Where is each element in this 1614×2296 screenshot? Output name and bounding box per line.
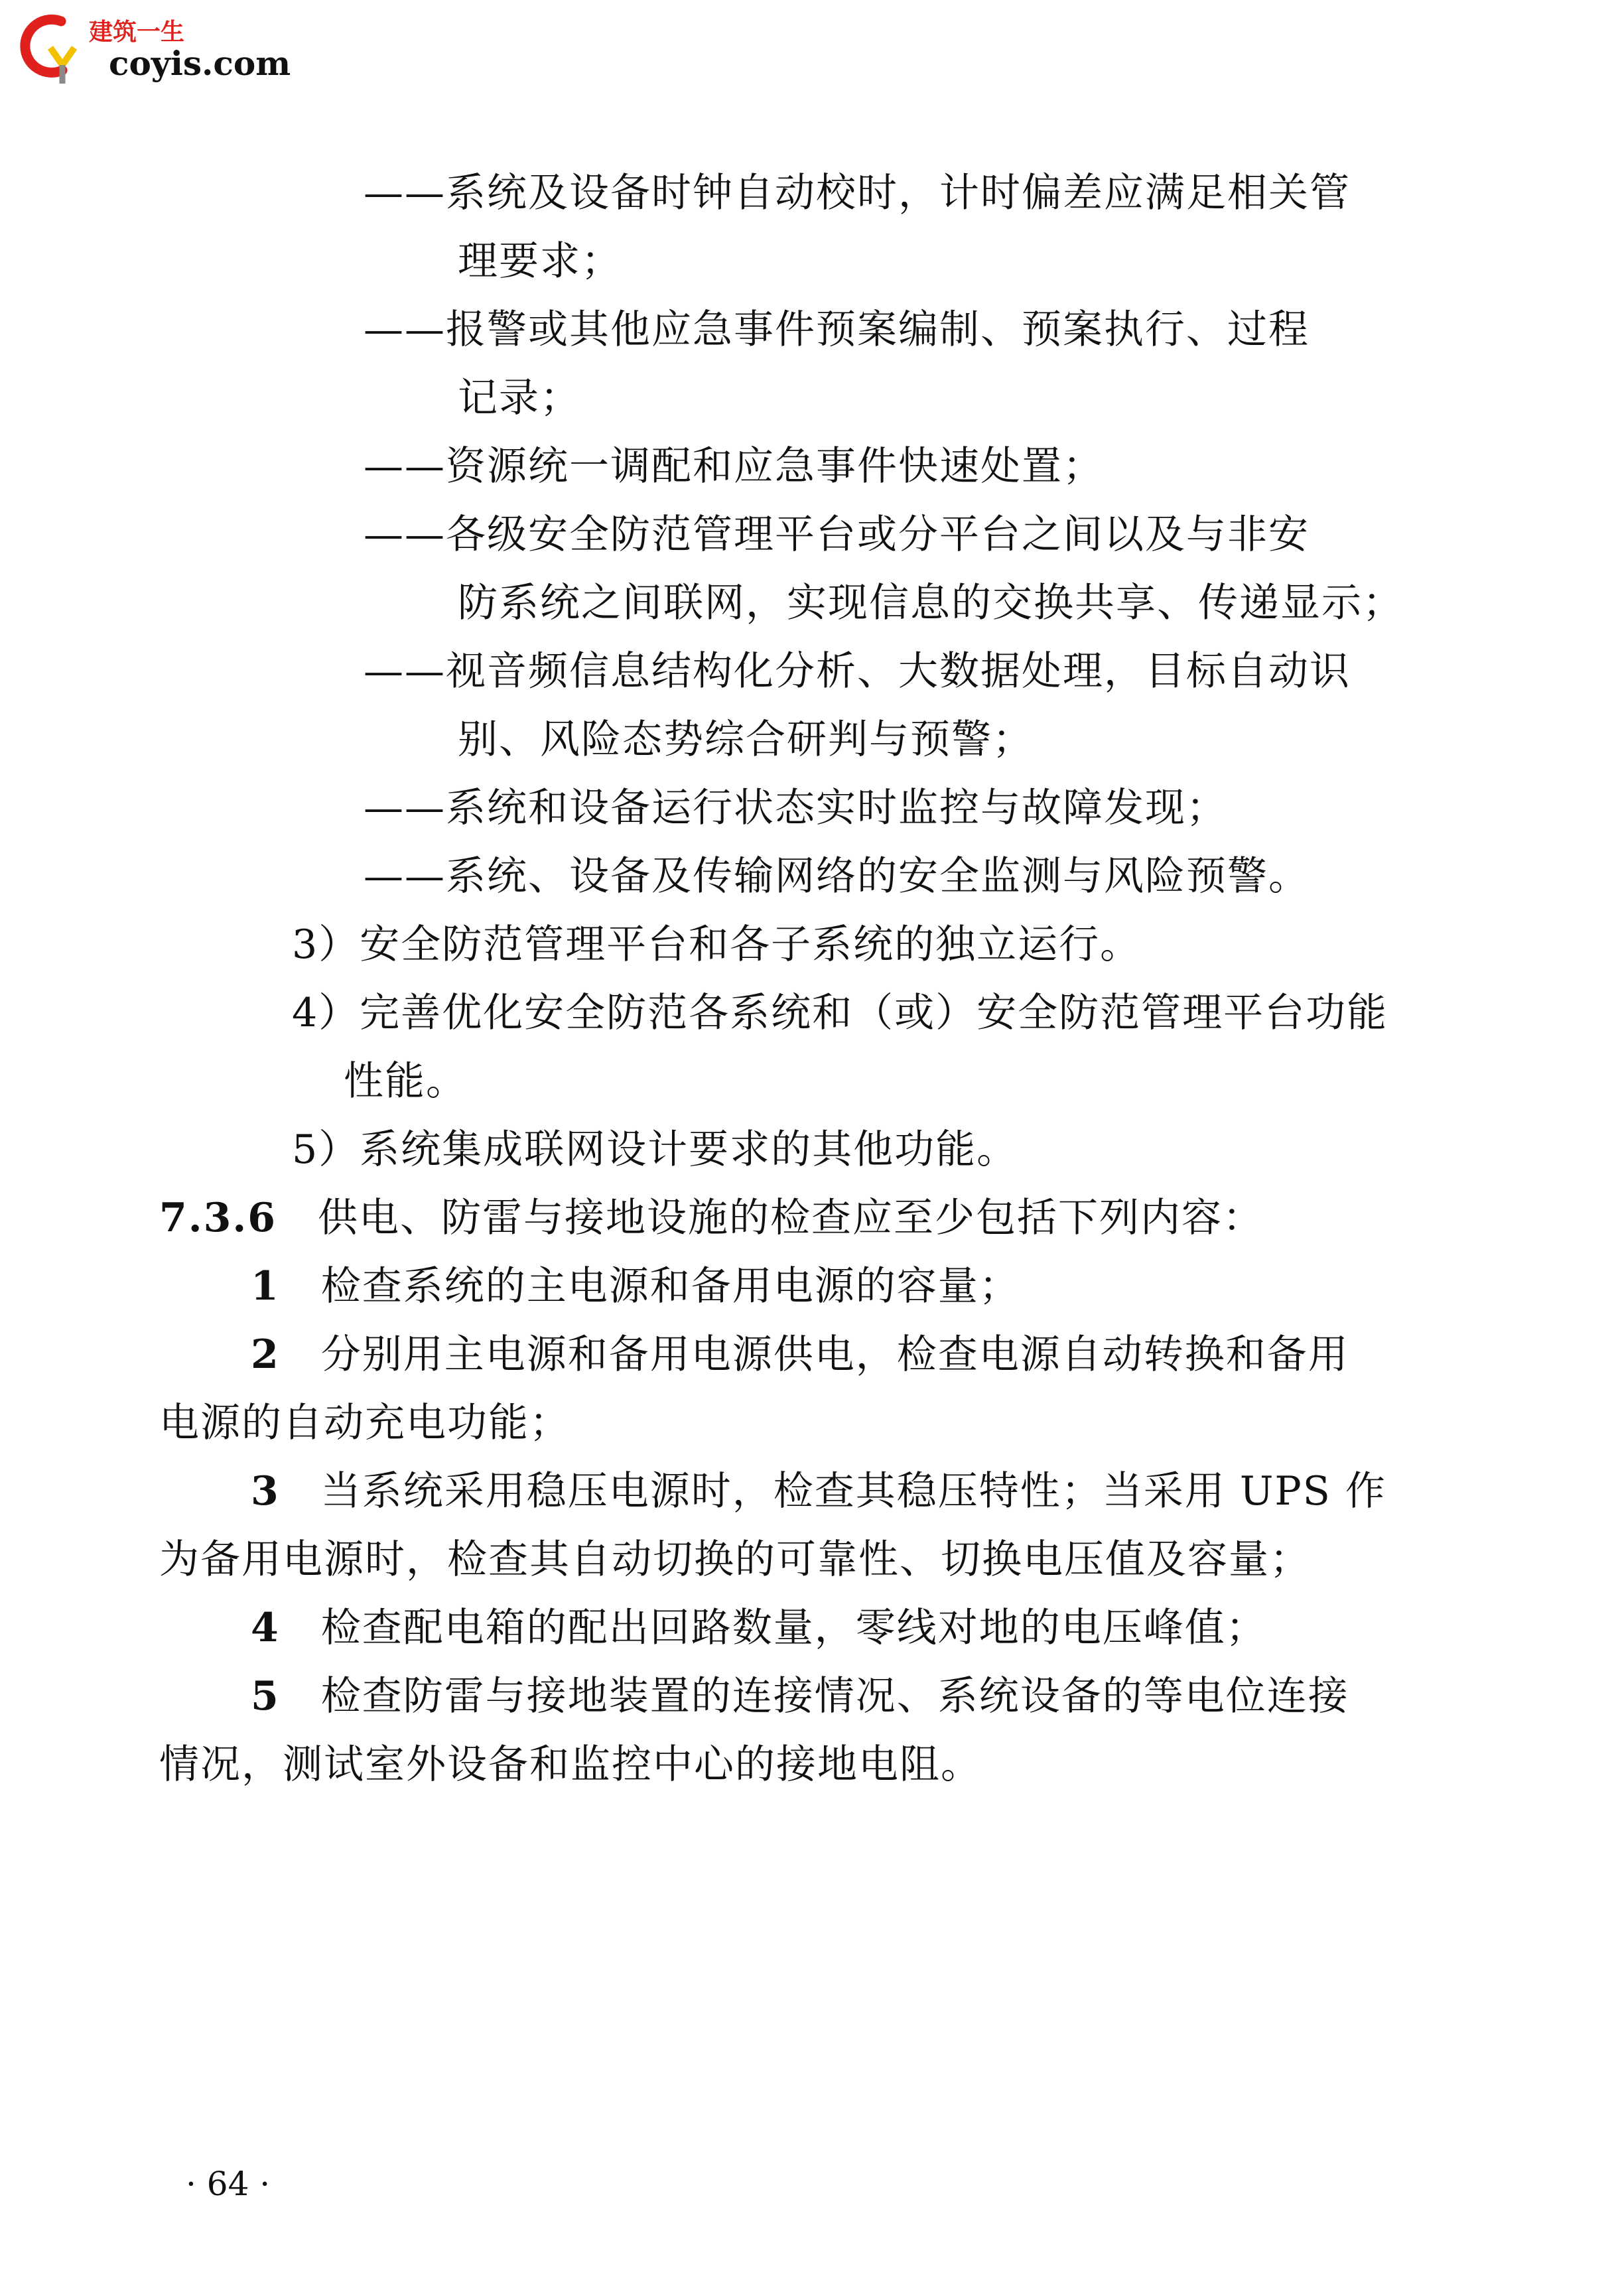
sub-item-4: 4）完善优化安全防范各系统和（或）安全防范管理平台功能	[292, 990, 1388, 1036]
page-number: · 64 ·	[186, 2165, 271, 2203]
sub-item-5: 5）系统集成联网设计要求的其他功能。	[292, 1126, 1018, 1173]
clause-3-cont: 为备用电源时，检查其自动切换的可靠性、切换电压值及容量；	[159, 1536, 1311, 1583]
clause-text: 分别用主电源和备用电源供电，检查电源自动转换和备用	[320, 1331, 1349, 1378]
watermark-logo	[9, 9, 291, 89]
sub-item-3: 3）安全防范管理平台和各子系统的独立运行。	[292, 921, 1142, 968]
clause-number: 1	[251, 1263, 280, 1310]
dash-item-status-monitor: ——系统和设备运行状态实时监控与故障发现；	[364, 785, 1227, 831]
clause-4	[251, 1604, 1267, 1652]
dash-item-video-analysis: ——视音频信息结构化分析、大数据处理，目标自动识	[364, 648, 1351, 695]
clause-number: 4	[251, 1605, 280, 1651]
dash-item-clock-sync-cont: 理要求；	[458, 238, 622, 285]
clause-text: 检查系统的主电源和备用电源的容量；	[320, 1263, 1020, 1310]
dash-item-video-analysis-cont: 别、风险态势综合研判与预警；	[458, 716, 1034, 763]
clause-2-cont: 电源的自动充电功能；	[159, 1400, 571, 1446]
dash-item-resource-dispatch: ——资源统一调配和应急事件快速处置；	[364, 443, 1104, 490]
section-number: 7.3.6	[159, 1195, 277, 1241]
clause-number: 5	[251, 1673, 280, 1720]
dash-item-platform-network-cont: 防系统之间联网，实现信息的交换共享、传递显示；	[458, 580, 1404, 626]
clause-text: 检查配电箱的配出回路数量，零线对地的电压峰值；	[320, 1605, 1267, 1651]
watermark-site-en: coyis.com	[109, 44, 291, 83]
dash-item-alarm-plan: ——报警或其他应急事件预案编制、预案执行、过程	[364, 306, 1310, 353]
clause-text: 当系统采用稳压电源时，检查其稳压特性；当采用 UPS 作	[320, 1468, 1386, 1515]
section-text: 供电、防雷与接地设施的检查应至少包括下列内容：	[318, 1195, 1264, 1241]
clause-3	[251, 1467, 1386, 1515]
clause-1	[251, 1262, 1020, 1310]
clause-number: 3	[251, 1468, 280, 1515]
clause-number: 2	[251, 1331, 280, 1378]
dash-item-network-security: ——系统、设备及传输网络的安全监测与风险预警。	[364, 853, 1310, 900]
watermark-site-cn: 建筑一生	[89, 19, 185, 46]
sub-item-4-cont: 性能。	[344, 1058, 467, 1105]
clause-2	[251, 1331, 1349, 1379]
clause-5	[251, 1672, 1349, 1720]
cy-logo-icon	[9, 9, 89, 89]
dash-item-clock-sync: ——系统及设备时钟自动校时，计时偏差应满足相关管	[364, 170, 1351, 216]
clause-text: 检查防雷与接地装置的连接情况、系统设备的等电位连接	[320, 1673, 1349, 1720]
section-7-3-6	[159, 1194, 1264, 1242]
clause-5-cont: 情况，测试室外设备和监控中心的接地电阻。	[159, 1741, 982, 1788]
dash-item-alarm-plan-cont: 记录；	[458, 375, 581, 421]
dash-item-platform-network: ——各级安全防范管理平台或分平台之间以及与非安	[364, 511, 1310, 558]
